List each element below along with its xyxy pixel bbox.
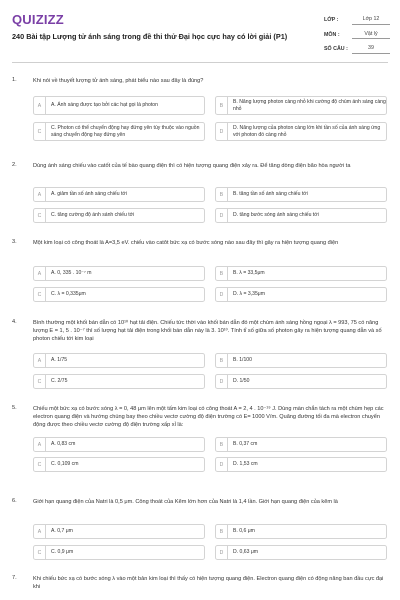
option-letter: C <box>34 209 46 222</box>
question-number: 1. <box>12 77 17 83</box>
option-text: C. 2/75 <box>51 378 68 385</box>
question-number: 7. <box>12 575 17 581</box>
option-b[interactable] <box>215 266 387 281</box>
option-text: A. Ánh sáng được tạo bởi các hạt gọi là photon <box>51 102 158 109</box>
option-text: A. 0, 335 . 10⁻⁷ m <box>51 270 92 277</box>
option-text: B. Năng lượng photon càng nhỏ khi cường độ chùm ánh sáng càng nhỏ <box>233 99 386 112</box>
option-letter: A <box>34 188 46 201</box>
question-text: Khi chiếu bức xạ có bước sóng λ vào một bản kim loại thì thấy có hiện tượng quang điện. Electron quang điện có động năng ban đầu cực đại khi <box>33 576 384 590</box>
option-b[interactable] <box>215 187 387 202</box>
question-text: Khi nói về thuyết lượng tử ánh sáng, phát biểu nào sau đây là đúng? <box>33 78 204 84</box>
meta-row-subject <box>324 28 390 43</box>
meta-row-count <box>324 42 390 57</box>
option-letter: D <box>216 123 228 140</box>
option-text: B. 0,6 μm <box>233 528 255 535</box>
option-text: A. 0,7 μm <box>51 528 73 535</box>
option-text: A. giảm tần số ánh sáng chiếu tới <box>51 191 127 198</box>
option-c[interactable] <box>33 208 205 223</box>
question-number: 6. <box>12 498 17 504</box>
option-b[interactable] <box>215 353 387 368</box>
option-letter: A <box>34 354 46 367</box>
option-b[interactable] <box>215 524 387 539</box>
option-text: C. Photon có thể chuyển động hay đứng yên tùy thuộc vào nguồn sáng chuyển động hay đứng yên <box>51 125 200 138</box>
option-letter: C <box>34 458 46 471</box>
option-letter: B <box>216 188 228 201</box>
option-text: D. 0,63 μm <box>233 549 259 556</box>
question-text: Bình thường một khối bán dẫn có 10¹⁰ hạt tải điện. Chiếu tức thời vào khối bán dẫn đó một chùm ánh sáng hồng ngoại λ = 993, 75 có năng lượng E = 1, 5 . 10⁻⁷ thì số lượng hạt tải điện trong khối bán dẫn này là 3. 10¹⁰. Tính tỉ số giữa số photon gây ra hiện tượng quang dẫn và số photon chiếu tới kim loại <box>33 320 382 342</box>
option-text: C. tăng cường độ ánh sánh chiếu tới <box>51 212 135 219</box>
option-letter: C <box>34 123 46 140</box>
option-letter: C <box>34 546 46 559</box>
option-letter: A <box>34 267 46 280</box>
option-c[interactable] <box>33 122 205 141</box>
question-number: 4. <box>12 319 17 325</box>
option-letter: B <box>216 438 228 451</box>
option-letter: D <box>216 546 228 559</box>
option-a[interactable] <box>33 524 205 539</box>
meta-panel <box>324 13 390 57</box>
option-letter: A <box>34 97 46 114</box>
option-d[interactable] <box>215 287 387 302</box>
option-text: A. 1/75 <box>51 357 68 364</box>
option-text: D. λ = 3,35μm <box>233 291 265 298</box>
meta-key: MÔN : <box>324 31 340 38</box>
option-b[interactable] <box>215 437 387 452</box>
option-text: C. 0,109 cm <box>51 461 79 468</box>
option-d[interactable] <box>215 122 387 141</box>
option-text: C. λ = 0,335μm <box>51 291 86 298</box>
option-text: A. 0,83 cm <box>51 441 76 448</box>
option-letter: D <box>216 288 228 301</box>
meta-value-subject: Vật lý <box>352 31 390 40</box>
option-text: D. tăng bước sóng ánh sáng chiếu tới <box>233 212 319 219</box>
meta-key: LỚP : <box>324 17 339 24</box>
option-d[interactable] <box>215 457 387 472</box>
question-text: Giới hạn quang điện của Natri là 0,5 μm. Công thoát của Kẽm lớn hơn của Natri là 1,4 lần. Giới hạn quang điện của kẽm là <box>33 499 338 505</box>
option-c[interactable] <box>33 545 205 560</box>
question-text: Dùng ánh sáng chiếu vào catốt của tế bào quang điện thì có hiện tượng quang điện xảy ra. Để tăng dòng điện bão hòa người ta <box>33 163 351 169</box>
option-text: B. 0,37 cm <box>233 441 258 448</box>
option-d[interactable] <box>215 374 387 389</box>
option-text: C. 0,9 μm <box>51 549 74 556</box>
question-number: 3. <box>12 239 17 245</box>
option-text: D. Năng lượng của photon càng lớn khi tần số của ánh sáng ứng với photon đó càng nhỏ <box>233 125 381 138</box>
question-number: 2. <box>12 162 17 168</box>
option-letter: B <box>216 267 228 280</box>
option-letter: B <box>216 525 228 538</box>
header <box>0 0 400 62</box>
meta-value-grade: Lớp 12 <box>352 16 390 25</box>
option-c[interactable] <box>33 287 205 302</box>
option-c[interactable] <box>33 374 205 389</box>
option-d[interactable] <box>215 545 387 560</box>
meta-value-count: 39 <box>352 45 390 54</box>
option-letter: C <box>34 288 46 301</box>
option-a[interactable] <box>33 266 205 281</box>
option-letter: A <box>34 525 46 538</box>
option-text: D. 1/50 <box>233 378 250 385</box>
option-a[interactable] <box>33 353 205 368</box>
option-a[interactable] <box>33 187 205 202</box>
quizizz-logo: QUIZIZZ <box>12 12 64 27</box>
option-letter: D <box>216 209 228 222</box>
option-text: D. 1,53 cm <box>233 461 258 468</box>
meta-key: SỐ CÂU : <box>324 46 348 53</box>
question-text: Chiếu một bức xạ có bước sóng λ = 0, 48 μm lên một tấm kim loại có công thoát A = 2, 4 . 10⁻¹⁹ J. Dùng màn chắn tách ra một chùm hẹp các electron quang điện và hướng chúng bay theo chiều vectơ cường độ điện trường có E= 1000 V/m. Quãng đường tối đa mà electron chuyển động được theo chiều vectơ cường độ điện trường xấp xỉ là: <box>33 406 384 428</box>
option-letter: C <box>34 375 46 388</box>
question-number: 5. <box>12 405 17 411</box>
option-text: B. λ = 33,5μm <box>233 270 265 277</box>
option-letter: B <box>216 354 228 367</box>
option-c[interactable] <box>33 457 205 472</box>
option-d[interactable] <box>215 208 387 223</box>
option-text: B. 1/100 <box>233 357 252 364</box>
meta-row-grade <box>324 13 390 28</box>
option-a[interactable] <box>33 96 205 115</box>
option-letter: A <box>34 438 46 451</box>
option-letter: D <box>216 375 228 388</box>
header-divider <box>12 62 388 63</box>
option-text: B. tăng tần số ánh sáng chiếu tới <box>233 191 308 198</box>
option-letter: D <box>216 458 228 471</box>
option-letter: B <box>216 97 228 114</box>
question-text: Một kim loại có công thoát là A=3,5 eV. chiếu vào catôt bức xạ có bước sóng nào sau đây thì gây ra hiện tượng quang điện <box>33 240 339 246</box>
option-b[interactable] <box>215 96 387 115</box>
option-a[interactable] <box>33 437 205 452</box>
page-title: 240 Bài tập Lượng tử ánh sáng trong đề thi thử Đại học cực hay có lời giải (P1) <box>12 32 288 41</box>
